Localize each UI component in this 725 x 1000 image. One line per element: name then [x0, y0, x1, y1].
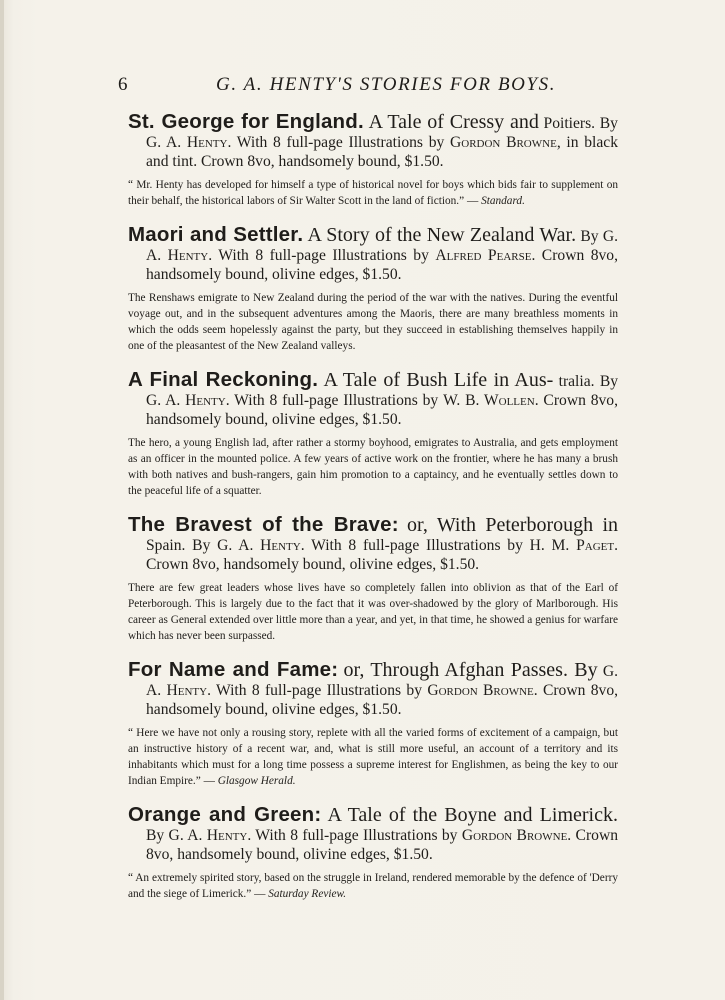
author-name: Henty	[206, 827, 248, 844]
illustrator-name: H. M. Paget	[529, 537, 615, 554]
description-text: The hero, a young English lad, after rather a stormy boyhood, emigrates to Australia, and gets employment as an officer in the mounted police. A few years of active work on the frontier, where he has many a brush with both natives and bush-rangers, gain him promotion to a captaincy, and he eventually settles down to the peaceful life of a squatter.	[128, 437, 618, 497]
book-details: Poitiers. By G. A.	[146, 115, 618, 151]
entry-heading	[128, 112, 618, 171]
book-title: St. George for England.	[128, 110, 364, 133]
illustrator-name: Gordon Browne	[450, 134, 557, 151]
book-entry-for-name-and-fame	[128, 660, 618, 789]
book-title: Maori and Settler.	[128, 223, 304, 246]
book-details: . With 8 full-page Illustrations by	[225, 392, 444, 409]
book-details: By G. A.	[146, 228, 618, 264]
book-details: . With 8 full-page Illustrations by	[300, 537, 530, 554]
book-details: . Crown 8vo, handsomely bound, olivine edges, $1.50.	[146, 247, 619, 283]
book-entry-orange-and-green	[128, 805, 618, 902]
book-entry-a-final-reckoning	[128, 370, 618, 499]
book-description	[128, 290, 618, 354]
running-head	[118, 74, 638, 98]
page-spine-shadow	[0, 0, 4, 1000]
book-title: For Name and Fame:	[128, 658, 339, 681]
author-name: Henty	[186, 134, 228, 151]
illustrator-name: W. B. Wollen	[443, 392, 535, 409]
book-details: Spain. By G. A.	[146, 537, 261, 554]
book-description	[128, 580, 618, 644]
book-details: . With 8 full-page Illustrations by	[208, 247, 436, 264]
book-subtitle: A Tale of Bush Life in Aus-	[323, 369, 554, 391]
book-entry-maori-and-settler	[128, 225, 618, 354]
book-details: . With 8 full-page Illustrations by	[207, 682, 428, 699]
description-text: The Renshaws emigrate to New Zealand during the period of the war with the natives. During the eventful voyage out, and in the subsequent adventures among the Maoris, there are many breathless moments in which the odds seem hopelessly against the party, but they succeed in establishing themselves happily in one of the pleasantest of the New Zealand valleys.	[128, 292, 618, 352]
illustrator-name: Gordon Browne	[427, 682, 534, 699]
description-text: “ An extremely spirited story, based on the struggle in Ireland, rendered memorable by the defence of 'Derry and the siege of Limerick.” —	[128, 872, 618, 900]
book-entry-bravest-of-the-brave	[128, 515, 618, 644]
author-name: Henty	[167, 247, 209, 264]
entry-heading	[128, 370, 618, 429]
book-details: . With 8 full-page Illustrations by	[227, 134, 450, 151]
book-subtitle: A Tale of the Boyne and Limerick.	[327, 804, 618, 826]
book-description	[128, 177, 618, 209]
review-source: Standard.	[481, 195, 525, 207]
author-name: Henty	[260, 537, 301, 554]
description-text: There are few great leaders whose lives have so completely fallen into oblivion as that of the Earl of Peterborough. This is largely due to the fact that it was over-shadowed by the glory of Marlborough. His career as General extended over little more than a year, and yet, in that time, he showed a genius for warfare which has never been surpassed.	[128, 582, 618, 642]
book-details: By G. A.	[146, 827, 207, 844]
book-subtitle: or, With Peterborough in	[406, 514, 619, 536]
book-details: , in black and tint. Crown 8vo, handsomely bound, $1.50.	[146, 134, 619, 170]
book-details: . Crown 8vo, handsomely bound, olivine edges, $1.50.	[146, 537, 618, 573]
book-details: G. A.	[146, 663, 618, 699]
entry-heading	[128, 225, 618, 284]
book-entry-st-george	[128, 112, 618, 209]
illustrator-name: Gordon Browne	[461, 827, 568, 844]
book-title: Orange and Green:	[128, 803, 322, 826]
running-title: G. A. HENTY'S STORIES FOR BOYS.	[216, 74, 557, 95]
page-number: 6	[118, 74, 128, 95]
author-name: Henty	[185, 392, 226, 409]
entry-heading	[128, 515, 618, 574]
description-text: “ Mr. Henty has developed for himself a type of historical novel for boys which bids fair to supplement on their behalf, the historical labors of Sir Walter Scott in the land of fiction.” —	[128, 179, 618, 207]
entry-heading	[128, 660, 618, 719]
book-subtitle: A Story of the New Zealand War.	[307, 224, 577, 246]
book-details: . With 8 full-page Illustrations by	[247, 827, 462, 844]
book-list	[128, 112, 618, 918]
book-details: tralia. By G. A.	[146, 373, 619, 409]
description-text: “ Here we have not only a rousing story, replete with all the varied forms of excitement of a campaign, but an instructive history of a recent war, and, what is still more useful, an account of a territory and its inhabitants which must for a long time possess a supreme interest for Englishmen, as being the key to our Indian Empire.” —	[128, 727, 618, 787]
book-description	[128, 725, 618, 789]
author-name: Henty	[166, 682, 208, 699]
book-details: . Crown 8vo, handsomely bound, olivine edges, $1.50.	[146, 827, 619, 863]
review-source: Saturday Review.	[268, 888, 347, 900]
review-source: Glasgow Herald.	[217, 775, 296, 787]
book-subtitle: or, Through Afghan Passes. By	[343, 659, 598, 681]
illustrator-name: Alfred Pearse	[435, 247, 532, 264]
entry-heading	[128, 805, 618, 864]
book-title: A Final Reckoning.	[128, 368, 319, 391]
book-title: The Bravest of the Brave:	[128, 513, 399, 536]
book-description	[128, 870, 618, 902]
book-subtitle: A Tale of Cressy and	[368, 111, 539, 133]
book-description	[128, 435, 618, 499]
book-details: . Crown 8vo, handsomely bound, olivine edges, $1.50.	[146, 392, 619, 428]
book-details: . Crown 8vo, handsomely bound, olivine edges, $1.50.	[146, 682, 619, 718]
